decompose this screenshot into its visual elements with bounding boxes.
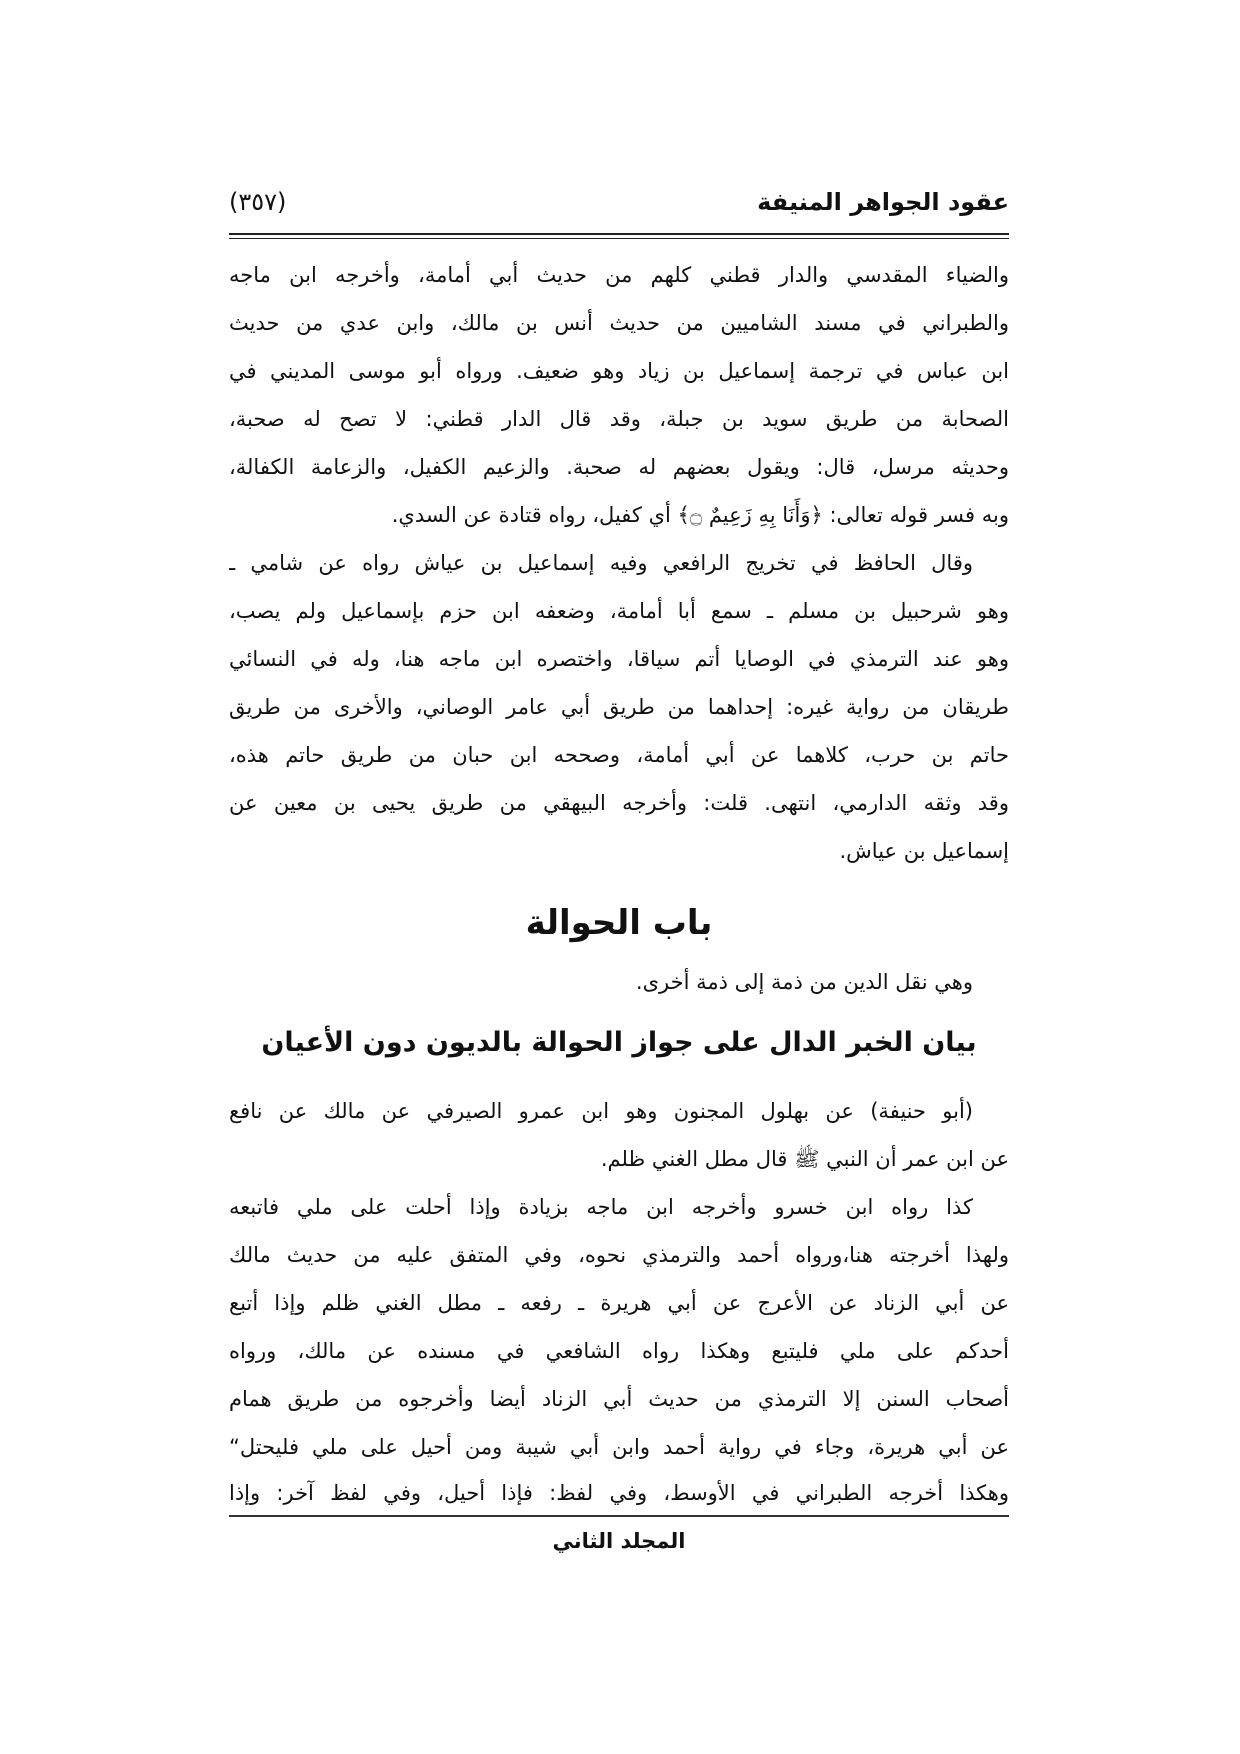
page-number: (٣٥٧) — [229, 188, 287, 216]
text-line: الصحابة من طريق سويد بن جبلة، وقد قال الدار قطني: لا تصح له صحبة، — [229, 407, 1009, 431]
text-line: أصحاب السنن إلا الترمذي من حديث أبي الزناد أيضا وأخرجوه من طريق همام — [229, 1387, 1009, 1411]
text-line — [229, 493, 1009, 537]
header-rule — [229, 233, 1009, 235]
book-title: عقود الجواهر المنيفة — [757, 188, 1009, 216]
text-line: عن ابن عمر أن النبي ﷺ قال مطل الغني ظلم. — [600, 1147, 1009, 1171]
text-line: أحدكم على ملي فليتبع وهكذا رواه الشافعي في مسنده عن مالك، ورواه — [229, 1339, 1009, 1363]
text-line: إسماعيل بن عياش. — [839, 839, 1009, 863]
text-line: كذا رواه ابن خسرو وأخرجه ابن ماجه بزيادة وإذا أحلت على ملي فاتبعه — [229, 1195, 973, 1219]
text-line: ولهذا أخرجته هنا،ورواه أحمد والترمذي نحوه، وفي المتفق عليه من حديث مالك — [229, 1243, 1009, 1267]
text-span: وبه فسر قوله تعالى: — [822, 503, 1009, 527]
text-line: وهكذا أخرجه الطبراني في الأوسط، وفي لفظ: فإذا أحيل، وفي لفظ آخر: وإذا — [229, 1481, 1009, 1505]
text-line: ابن عباس في ترجمة إسماعيل بن زياد وهو ضعيف. ورواه أبو موسى المديني في — [229, 359, 1009, 383]
chapter-title: باب الحوالة — [525, 903, 713, 943]
text-line: عن أبي الزناد عن الأعرج عن أبي هريرة ـ رفعه ـ مطل الغني ظلم وإذا أتبع — [229, 1291, 1009, 1315]
text-line: حاتم بن حرب، كلاهما عن أبي أمامة، وصححه ابن حبان من طريق حاتم هذه، — [229, 743, 1009, 767]
text-line: طريقان من رواية غيره: إحداهما من طريق أبي عامر الوصاني، والأخرى من طريق — [229, 695, 1009, 719]
text-line: وقد وثقه الدارمي، انتهى. قلت: وأخرجه البيهقي من طريق يحيى بن معين عن — [229, 791, 1009, 815]
section-title: بيان الخبر الدال على جواز الحوالة بالديون دون الأعيان — [261, 1027, 977, 1058]
text-line: وقال الحافظ في تخريج الرافعي وفيه إسماعيل بن عياش رواه عن شامي ـ — [229, 551, 973, 575]
text-line: وهو عند الترمذي في الوصايا أتم سياقا، واختصره ابن ماجه هنا، وله في النسائي — [229, 647, 1009, 671]
text-line: وحديثه مرسل، قال: ويقول بعضهم له صحبة. والزعيم الكفيل، والزعامة الكفالة، — [229, 455, 1009, 479]
header-rule-thin — [229, 238, 1009, 239]
text-line: والضياء المقدسي والدار قطني كلهم من حديث أبي أمامة، وأخرجه ابن ماجه — [229, 263, 1009, 287]
definition-line: وهي نقل الدين من ذمة إلى ذمة أخرى. — [635, 970, 973, 994]
text-span: أي كفيل، رواه قتادة عن السدي. — [391, 503, 678, 527]
quran-verse: ﴿وَأَنَا بِهِ زَعِيمٌ ۝﴾ — [677, 503, 823, 527]
volume-label: المجلد الثاني — [552, 1529, 686, 1553]
text-line: والطبراني في مسند الشاميين من حديث أنس بن مالك، وابن عدي من حديث — [229, 311, 1009, 335]
text-line: وهو شرحبيل بن مسلم ـ سمع أبا أمامة، وضعفه ابن حزم بإسماعيل ولم يصب، — [229, 599, 1009, 623]
text-line: (أبو حنيفة) عن بهلول المجنون وهو ابن عمرو الصيرفي عن مالك عن نافع — [229, 1099, 973, 1123]
footer-rule — [229, 1515, 1009, 1517]
text-line: عن أبي هريرة، وجاء في رواية أحمد وابن أبي شيبة ومن أحيل على ملي فليحتل“ — [229, 1435, 1009, 1459]
